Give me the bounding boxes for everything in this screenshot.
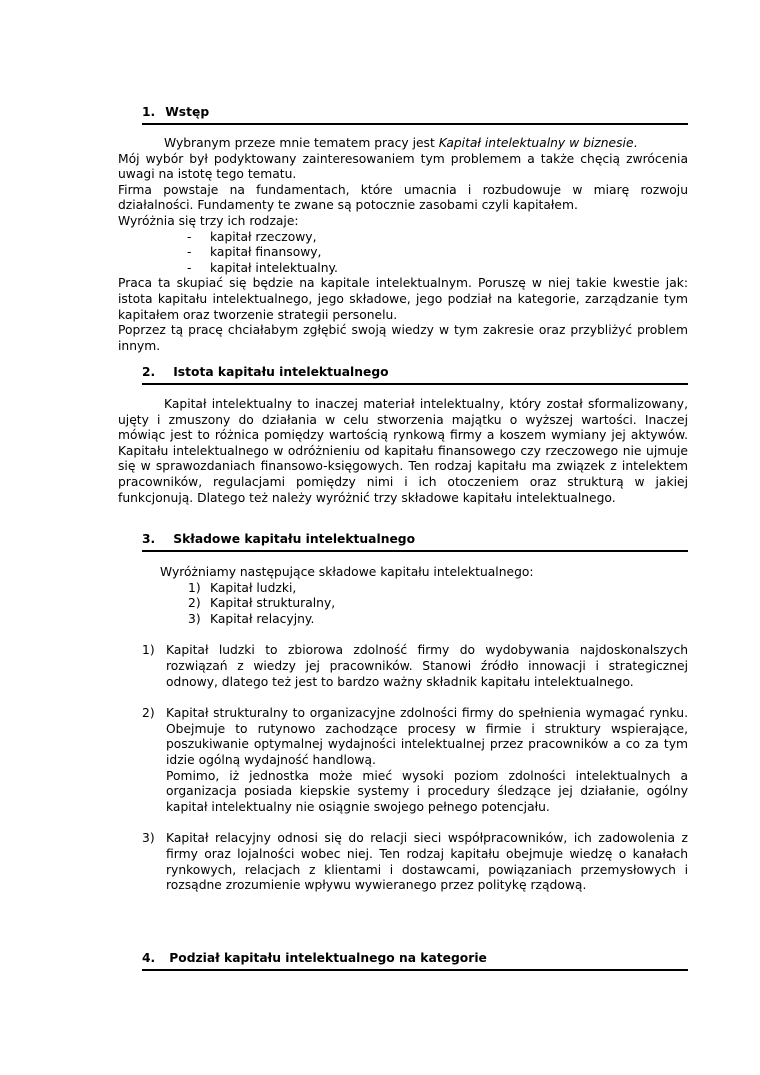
section-number: 2. [142,365,156,379]
section-number: 4. [142,951,156,965]
section-4-heading [142,951,688,971]
section-1-body [118,136,688,354]
components-details [118,643,688,893]
component-item [118,643,688,690]
section-3-heading [142,532,688,552]
list-item [118,261,688,277]
capital-types-list [118,230,688,277]
section-3-body [118,565,688,894]
component-description: Kapitał relacyjny odnosi się do relacji sieci współpracowników, ich zadowolenia z firmy oraz lojalności wobec niej. Ten rodzaj kapitału obejmuje wiedzę o kanałach rynkowych, relacjach z klientami i dostawcami, powiązaniach przemysłowych i rozsądne zrozumienie wpływu wywieranego przez politykę rządową. [166,831,688,893]
list-item [118,230,688,246]
list-item [118,596,688,612]
list-item [118,581,688,597]
intro-end: . [633,136,638,150]
section-title: Istota kapitału intelektualnego [173,365,389,379]
paragraph: Wyróżnia się trzy ich rodzaje: [118,213,299,228]
dash-bullet: - [187,245,192,260]
component-description-extra: Pomimo, iż jednostka może mieć wysoki poziom zdolności intelektualnych a organizacja posiada kiepskie systemy i procedury śledzące jej działanie, ogólny kapitał intelektualny nie osiągnie swojego pełnego potencjału. [166,768,688,814]
topic-title: Kapitał intelektualny w biznesie [438,136,634,150]
section-2-body [118,397,688,506]
components-list [118,581,688,628]
paragraph: Praca ta skupiać się będzie na kapitale intelektualnym. Poruszę w niej takie kwestie jak: istota kapitału intelektualnego, jego składowe, jego podział na kategorie, zarządzanie tym kapitałem oraz tworzenie strategii personelu. [118,276,688,322]
section-title: Podział kapitału intelektualnego na kategorie [169,951,487,965]
paragraph: Poprzez tą pracę chciałabym zgłębić swoją wiedzy w tym zakresie oraz przybliżyć problem innym. [118,323,688,353]
section-title: Składowe kapitału intelektualnego [173,532,416,546]
component-description: Kapitał strukturalny to organizacyjne zdolności firmy do spełnienia wymagać rynku. Obejmuje to rutynowo zachodzące procesy w firmie i struktury wspierające, poszukiwanie optymalnej wydajności intelektualnej przez pracowników a co za tym idzie ogólną wydajność handlową. [166,706,688,767]
paragraph: Mój wybór był podyktowany zainteresowaniem tym problemem a także chęcią zwrócenia uwagi na istotę tego tematu. [118,151,688,182]
list-number: 2) [142,706,155,721]
section-number: 3. [142,532,156,546]
list-number: 1) [142,643,155,658]
component-item [118,831,688,893]
section-2-heading [142,365,688,385]
intro-text: Wybranym przeze mnie tematem pracy jest [164,136,439,150]
component-description: Kapitał ludzki to zbiorowa zdolność firmy do wydobywania najdoskonalszych rozwiązań z wiedzy jej pracowników. Stanowi źródło innowacji i strategicznej odnowy, dlatego też jest to bardzo ważny składnik kapitału intelektualnego. [166,643,688,689]
list-item-text: kapitał intelektualny. [210,260,338,275]
list-number: 2) [188,596,201,611]
list-item-text: kapitał rzeczowy, [210,229,317,244]
list-item-text: kapitał finansowy, [210,245,322,260]
dash-bullet: - [187,229,192,244]
section-title: Wstęp [165,105,210,119]
list-item [118,612,688,628]
list-number: 1) [188,580,201,595]
paragraph: Wyróżniamy następujące składowe kapitału intelektualnego: [160,565,534,579]
section-1-heading [142,105,688,125]
list-item-text: Kapitał strukturalny, [210,596,336,611]
list-item-text: Kapitał relacyjny. [210,611,315,626]
section-number: 1. [142,105,156,119]
intro-paragraph [118,136,688,152]
paragraph: Kapitał intelektualny to inaczej materiał intelektualny, który został sformalizowany, ujęty i zmuszony do działania w celu stworzenia majątku o wyższej wartości. Inaczej mówiąc jest to różnica pomiędzy wartością rynkową firmy a koszem wymiany jej aktywów. Kapitału intelektualnego w odróżnieniu od kapitału finansowego czy rzeczowego nie ujmuje się w sprawozdaniach finansowo-księgowych. Ten rodzaj kapitału ma związek z intelektem pracowników, regulacjami pomiędzy nimi i ich otoczeniem oraz strukturą w jakiej funkcjonują. Dlatego też należy wyróżnić trzy składowe kapitału intelektualnego. [118,397,688,505]
list-item-text: Kapitał ludzki, [210,580,297,595]
list-number: 3) [142,831,155,846]
dash-bullet: - [187,260,192,275]
component-item [118,706,688,815]
list-item [118,245,688,261]
paragraph: Firma powstaje na fundamentach, które umacnia i rozbudowuje w miarę rozwoju działalności. Fundamenty te zwane są potocznie zasobami czyli kapitałem. [118,182,688,213]
list-number: 3) [188,611,201,626]
